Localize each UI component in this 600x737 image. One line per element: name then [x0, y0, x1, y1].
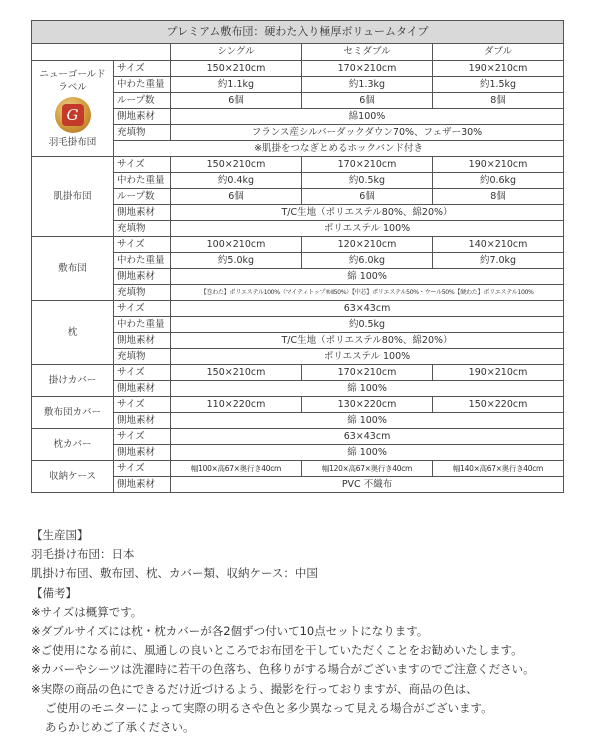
row-label: ループ数 — [114, 189, 171, 205]
cell-value: 63×43cm — [171, 301, 564, 317]
cell-value: 6個 — [171, 189, 302, 205]
row-label: サイズ — [114, 237, 171, 253]
origin-line: 羽毛掛け布団：日本 — [31, 547, 135, 562]
down-note: ※肌掛をつなぎとめるホックバンド付き — [114, 141, 564, 157]
category-pillow-cover: 枕カバー — [32, 429, 114, 461]
table-row — [32, 157, 564, 173]
spec-table-wrapper — [31, 20, 563, 493]
cell-value: 約7.0kg — [433, 253, 564, 269]
category-mattress-cover: 敷布団カバー — [32, 397, 114, 429]
category-hadagake: 肌掛布団 — [32, 157, 114, 237]
category-name: ラベル — [58, 82, 87, 93]
cell-value: 6個 — [302, 189, 433, 205]
table-title: プレミアム敷布団：硬わた入り極厚ボリュームタイプ — [32, 21, 564, 44]
remark-line: ※サイズは概算です。 — [31, 604, 143, 619]
cell-value: 150×220cm — [433, 397, 564, 413]
cell-value: 6個 — [171, 93, 302, 109]
cell-value: 170×210cm — [302, 157, 433, 173]
cell-value: 綿 100% — [171, 381, 564, 397]
row-label: ループ数 — [114, 93, 171, 109]
row-label: 側地素材 — [114, 445, 171, 461]
table-row — [32, 429, 564, 445]
category-name: 羽毛掛布団 — [48, 137, 97, 148]
remark-line: ※ご使用になる前に、風通しの良いところでお布団を干していただくことをお勧めいたします。 — [31, 643, 523, 658]
notes-section — [31, 526, 591, 737]
cell-value: 幅140×高67×奥行き40cm — [433, 461, 564, 477]
cell-value: 150×210cm — [171, 61, 302, 77]
cell-value: ポリエステル 100% — [171, 349, 564, 365]
row-label: サイズ — [114, 157, 171, 173]
row-label: 中わた重量 — [114, 173, 171, 189]
header-single: シングル — [171, 44, 302, 61]
category-down-comforter — [32, 61, 114, 157]
cell-value: 幅120×高67×奥行き40cm — [302, 461, 433, 477]
cell-value: 約6.0kg — [302, 253, 433, 269]
cell-value: 約0.5kg — [171, 317, 564, 333]
cell-value: 170×210cm — [302, 61, 433, 77]
cell-value: 約1.1kg — [171, 77, 302, 93]
row-label: 中わた重量 — [114, 77, 171, 93]
cell-value: ポリエステル 100% — [171, 221, 564, 237]
category-storage-case: 収納ケース — [32, 461, 114, 493]
cell-value: 150×210cm — [171, 365, 302, 381]
cell-value: 約1.5kg — [433, 77, 564, 93]
cell-value: T/C生地（ポリエステル80%、綿20%） — [171, 333, 564, 349]
remark-line: ※カバーやシーツは洗濯時に若干の色落ち、色移りがする場合がございますのでご注意ください。 — [31, 662, 535, 677]
row-label: サイズ — [114, 429, 171, 445]
row-label: 側地素材 — [114, 205, 171, 221]
cell-value: 140×210cm — [433, 237, 564, 253]
header-blank — [32, 44, 171, 61]
cell-value: 約0.5kg — [302, 173, 433, 189]
remark-line: ご使用のモニターによって実際の明るさや色と多少異なって見える場合がございます。 — [45, 700, 493, 715]
row-label: 側地素材 — [114, 333, 171, 349]
row-label: サイズ — [114, 461, 171, 477]
row-label: サイズ — [114, 301, 171, 317]
origin-line: 肌掛け布団、敷布団、枕、カバー類、収納ケース：中国 — [31, 566, 318, 581]
logo-letter: G — [62, 104, 84, 126]
spec-table — [31, 20, 564, 493]
size-header-row — [32, 44, 564, 61]
header-double: ダブル — [433, 44, 564, 61]
table-row — [32, 365, 564, 381]
cell-value: 8個 — [433, 189, 564, 205]
category-shiki-futon: 敷布団 — [32, 237, 114, 301]
cell-value: 170×210cm — [302, 365, 433, 381]
remarks-heading: 【備考】 — [31, 585, 77, 600]
cell-value: PVC 不織布 — [171, 477, 564, 493]
cell-value: 綿 100% — [171, 445, 564, 461]
category-comforter-cover: 掛けカバー — [32, 365, 114, 397]
cell-value: 幅100×高67×奥行き40cm — [171, 461, 302, 477]
cell-value: 【巻わた】ポリエステル100%（マイティトップ®Ⅱ50%）【中芯】ポリエステル50%・ウール50%【硬わた】ポリエステル100% — [171, 285, 564, 301]
row-label: 充填物 — [114, 349, 171, 365]
cell-value: 6個 — [302, 93, 433, 109]
row-label: 側地素材 — [114, 477, 171, 493]
table-row — [32, 397, 564, 413]
row-label: 充填物 — [114, 125, 171, 141]
category-pillow: 枕 — [32, 301, 114, 365]
cell-value: 約0.4kg — [171, 173, 302, 189]
row-label: 側地素材 — [114, 269, 171, 285]
cell-value: 190×210cm — [433, 61, 564, 77]
row-label: サイズ — [114, 61, 171, 77]
table-row — [32, 61, 564, 77]
cell-value: 120×210cm — [302, 237, 433, 253]
row-label: 側地素材 — [114, 381, 171, 397]
cell-value: 100×210cm — [171, 237, 302, 253]
cell-value: 約1.3kg — [302, 77, 433, 93]
cell-value: 綿100% — [171, 109, 564, 125]
cell-value: 約0.6kg — [433, 173, 564, 189]
category-name: ニューゴールド — [39, 69, 106, 80]
origin-heading: 【生産国】 — [31, 528, 89, 542]
remark-line: ※ダブルサイズには枕・枕カバーが各2個ずつ付いて10点セットになります。 — [31, 624, 429, 639]
cell-value: 綿 100% — [171, 413, 564, 429]
cell-value: 8個 — [433, 93, 564, 109]
cell-value: 150×210cm — [171, 157, 302, 173]
row-label: サイズ — [114, 397, 171, 413]
cell-value: 190×210cm — [433, 157, 564, 173]
row-label: 側地素材 — [114, 413, 171, 429]
row-label: 充填物 — [114, 221, 171, 237]
row-label: 中わた重量 — [114, 317, 171, 333]
cell-value: フランス産シルバーダックダウン70%、フェザー30% — [171, 125, 564, 141]
cell-value: T/C生地（ポリエステル80%、綿20%） — [171, 205, 564, 221]
remark-line: ※実際の商品の色にできるだけ近づけるよう、撮影を行っておりますが、商品の色は、 — [31, 681, 478, 696]
header-semidouble: セミダブル — [302, 44, 433, 61]
table-row — [32, 461, 564, 477]
cell-value: 63×43cm — [171, 429, 564, 445]
row-label: 側地素材 — [114, 109, 171, 125]
cell-value: 綿 100% — [171, 269, 564, 285]
cell-value: 110×220cm — [171, 397, 302, 413]
cell-value: 約5.0kg — [171, 253, 302, 269]
remark-line: あらかじめご了承ください。 — [45, 720, 195, 735]
row-label: サイズ — [114, 365, 171, 381]
gold-label-logo-icon — [55, 97, 91, 133]
table-row — [32, 301, 564, 317]
row-label: 充填物 — [114, 285, 171, 301]
table-row — [32, 237, 564, 253]
row-label: 中わた重量 — [114, 253, 171, 269]
cell-value: 130×220cm — [302, 397, 433, 413]
cell-value: 190×210cm — [433, 365, 564, 381]
